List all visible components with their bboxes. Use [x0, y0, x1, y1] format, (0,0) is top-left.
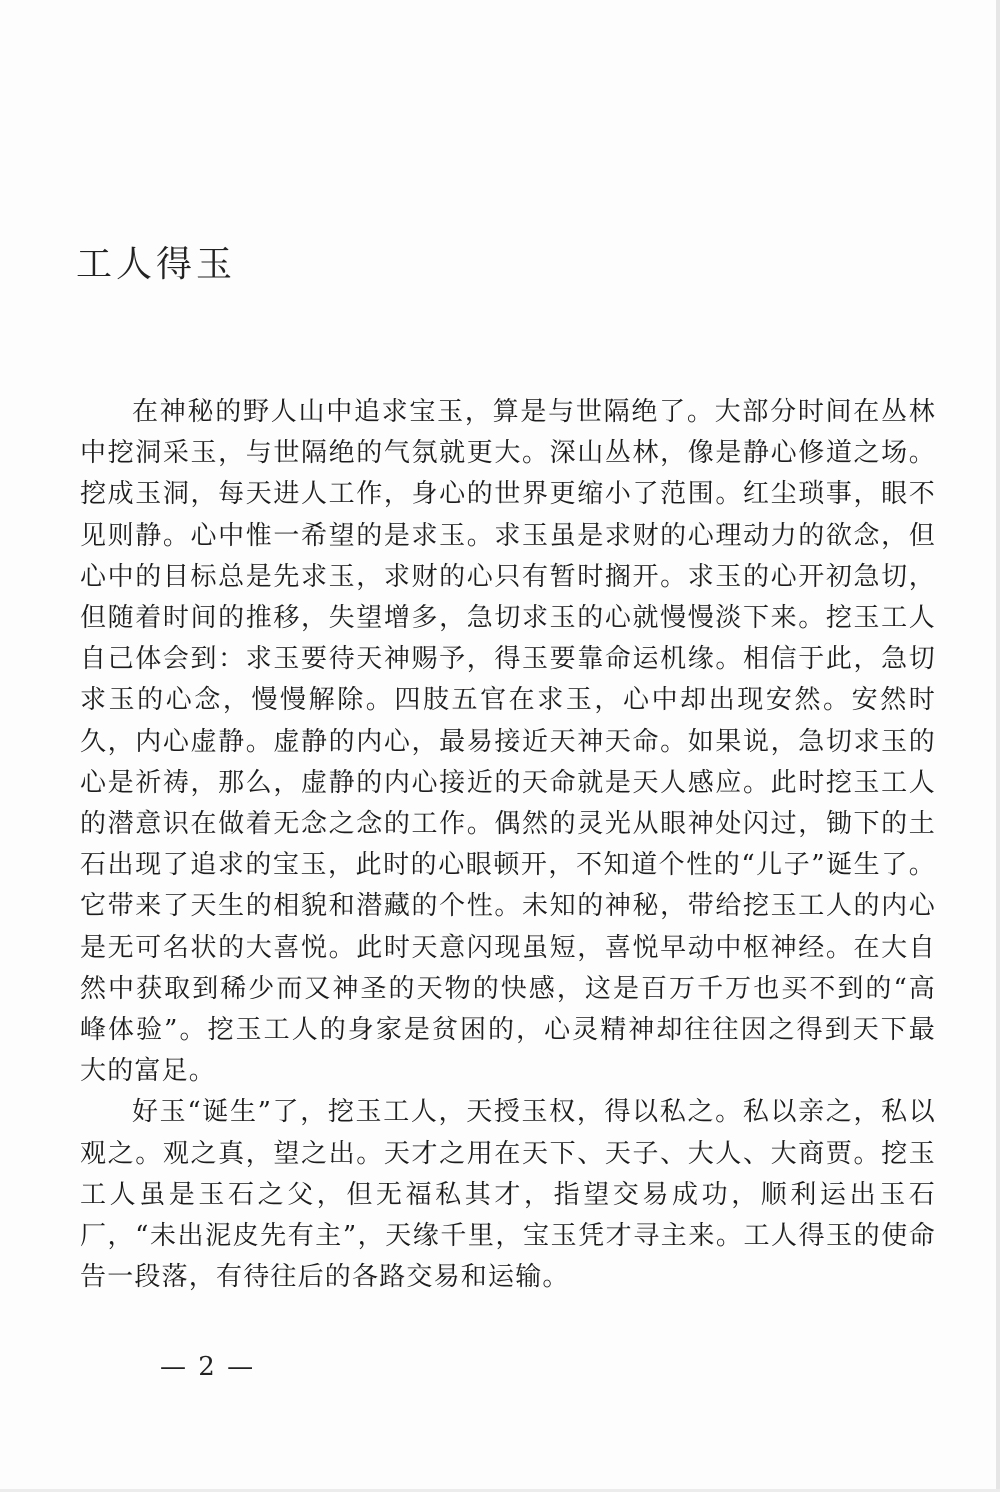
body-text	[80, 392, 936, 1298]
page-number: — 2 —	[160, 1352, 256, 1382]
paragraph-1: 在神秘的野人山中追求宝玉，算是与世隔绝了。大部分时间在丛林中挖洞采玉，与世隔绝的气氛就更大。深山丛林，像是静心修道之场。挖成玉洞，每天进人工作，身心的世界更缩小了范围。红尘琐事，眼不见则静。心中惟一希望的是求玉。求玉虽是求财的心理动力的欲念，但心中的目标总是先求玉，求财的心只有暂时搁开。求玉的心开初急切，但随着时间的推移，失望增多，急切求玉的心就慢慢淡下来。挖玉工人自己体会到：求玉要待天神赐予，得玉要靠命运机缘。相信于此，急切求玉的心念，慢慢解除。四肢五官在求玉，心中却出现安然。安然时久，内心虚静。虚静的内心，最易接近天神天命。如果说，急切求玉的心是祈祷，那么，虚静的内心接近的天命就是天人感应。此时挖玉工人的潜意识在做着无念之念的工作。偶然的灵光从眼神处闪过，锄下的土石出现了追求的宝玉，此时的心眼顿开，不知道个性的“儿子”诞生了。它带来了天生的相貌和潜藏的个性。未知的神秘，带给挖玉工人的内心是无可名状的大喜悦。此时天意闪现虽短，喜悦早动中枢神经。在大自然中获取到稀少而又神圣的天物的快感，这是百万千万也买不到的“高峰体验”。挖玉工人的身家是贫困的，心灵精神却往往因之得到天下最大的富足。	[80, 397, 936, 1087]
paragraph-2: 好玉“诞生”了，挖玉工人，天授玉权，得以私之。私以亲之，私以观之。观之真，望之出。天才之用在天下、天子、大人、大商贾。挖玉工人虽是玉石之父，但无福私其才，指望交易成功，顺利运出玉石厂，“未出泥皮先有主”，天缘千里，宝玉凭才寻主来。工人得玉的使命告一段落，有待往后的各路交易和运输。	[80, 1097, 936, 1293]
scan-edge-right	[996, 0, 1000, 1492]
chapter-title: 工人得玉	[76, 244, 237, 285]
